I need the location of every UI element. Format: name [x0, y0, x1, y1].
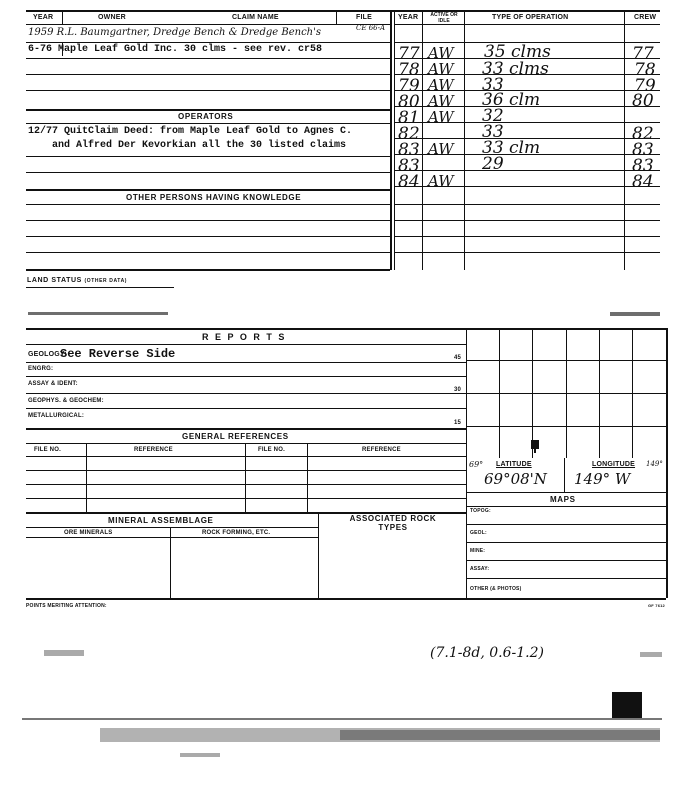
- op-year: 81: [398, 108, 420, 128]
- op-year: 79: [398, 76, 420, 96]
- divider-vertical-2: [394, 10, 395, 270]
- op-year: 78: [398, 60, 420, 80]
- ref-col-file-no: FILE NO.: [34, 447, 61, 453]
- row-sep: [62, 42, 63, 56]
- registration-block: [612, 692, 642, 718]
- other-persons-title: OTHER PERSONS HAVING KNOWLEDGE: [126, 193, 302, 202]
- op-year: 83: [398, 140, 420, 160]
- op-status: AW: [428, 172, 454, 190]
- row-line: [26, 236, 390, 237]
- op-year: 83: [398, 156, 420, 176]
- col-sep: [86, 443, 87, 512]
- row-line: [26, 74, 390, 75]
- op-crew: 82: [632, 124, 654, 144]
- maps-title: MAPS: [550, 495, 576, 504]
- ops-line: [394, 220, 660, 221]
- row-line: [26, 58, 390, 59]
- row-line: [466, 578, 666, 579]
- scan-edge: [340, 730, 660, 740]
- op-type: 33: [482, 122, 504, 142]
- operations-entries: [396, 44, 660, 194]
- row-line-thick: [26, 428, 466, 430]
- row-line: [466, 542, 666, 543]
- geology-value: See Reverse Side: [60, 347, 176, 361]
- op-year: 77: [398, 44, 420, 64]
- latitude-value: 69°08'N: [484, 470, 547, 488]
- ref-col-reference: REFERENCE: [134, 447, 173, 453]
- header-year: YEAR: [33, 14, 54, 21]
- op-type: 33 clm: [482, 138, 541, 158]
- mineral-assemblage-title: MINERAL ASSEMBLAGE: [108, 516, 214, 525]
- op-type: 29: [482, 154, 504, 174]
- header-file: FILE: [356, 14, 372, 21]
- op-crew: 79: [634, 76, 656, 96]
- ops-line: [394, 252, 660, 253]
- row-line: [26, 537, 318, 538]
- ref-col-file-no-2: FILE NO.: [258, 447, 285, 453]
- header-sep: [62, 10, 63, 24]
- op-status: AW: [428, 140, 454, 158]
- header-active-idle: ACTIVE OR IDLE: [430, 12, 458, 24]
- row-line: [26, 484, 466, 485]
- ore-minerals-label: ORE MINERALS: [64, 530, 113, 536]
- col-sep: [170, 527, 171, 598]
- row-line-thick: [26, 109, 390, 111]
- row-line: [26, 252, 390, 253]
- mine-label: MINE:: [470, 548, 486, 554]
- ops-line: [394, 236, 660, 237]
- row-line: [26, 123, 390, 124]
- topog-label: TOPOG:: [470, 508, 491, 514]
- scan-smudge: [44, 650, 84, 656]
- assay-label: ASSAY & IDENT:: [28, 381, 78, 387]
- operators-title: OPERATORS: [178, 112, 234, 121]
- engrg-label: ENGRG:: [28, 366, 54, 372]
- header-crew: CREW: [634, 14, 657, 21]
- row-line-thick: [26, 269, 390, 271]
- operators-line-2: and Alfred Der Kevorkian all the 30 listed claims: [52, 140, 347, 151]
- num-15: 15: [454, 420, 462, 426]
- divider-vertical: [390, 10, 392, 270]
- scan-smudge: [640, 652, 662, 657]
- row-line: [26, 376, 466, 377]
- op-status: AW: [428, 92, 454, 110]
- ops-line: [394, 204, 660, 205]
- op-status: AW: [428, 60, 454, 78]
- op-crew: 77: [632, 44, 654, 64]
- col-sep: [318, 512, 319, 598]
- op-status: AW: [428, 44, 454, 62]
- longitude-label: LONGITUDE: [592, 461, 636, 468]
- row-line: [26, 156, 390, 157]
- row-line: [466, 560, 666, 561]
- north-marker-icon: [528, 438, 542, 454]
- col-sep: [245, 443, 246, 512]
- longitude-value: 149° W: [574, 470, 631, 488]
- op-type: 35 clms: [484, 42, 551, 62]
- general-references-title: GENERAL REFERENCES: [182, 432, 289, 441]
- row-line: [26, 204, 390, 205]
- op-year: 84: [398, 172, 420, 192]
- lat-prefix: 69°: [469, 460, 484, 469]
- col-sep: [307, 443, 308, 512]
- reports-title: R E P O R T S: [202, 332, 287, 342]
- num-45: 45: [454, 355, 462, 361]
- row-line: [26, 172, 390, 173]
- land-status-underline: [26, 287, 174, 288]
- geology-label: GEOLOGY:: [28, 351, 67, 358]
- op-status: AW: [428, 76, 454, 94]
- header-claim-name: CLAIM NAME: [232, 14, 279, 21]
- row-line: [26, 42, 390, 43]
- row-line: [26, 498, 466, 499]
- latitude-label: LATITUDE: [496, 461, 532, 468]
- row-line: [26, 393, 466, 394]
- form-number: GF 7612: [648, 603, 665, 608]
- scan-smudge: [610, 312, 660, 316]
- row-line: [26, 90, 390, 91]
- associated-rock-types: ASSOCIATED ROCK TYPES: [349, 514, 437, 532]
- header-year-2: YEAR: [398, 14, 419, 21]
- owner-row-1: 1959 R.L. Baumgartner, Dredge Bench & Dredge Bench's: [28, 27, 321, 38]
- land-status-sub: (OTHER DATA): [84, 278, 128, 284]
- row-line: [26, 456, 466, 457]
- op-type: 36 clm: [482, 90, 541, 110]
- row-line: [26, 220, 390, 221]
- num-30: 30: [454, 387, 462, 393]
- op-type: 33: [482, 75, 504, 95]
- op-year: 80: [398, 92, 420, 112]
- geophys-label: GEOPHYS. & GEOCHEM:: [28, 398, 104, 404]
- metallurgical-label: METALLURGICAL:: [28, 413, 85, 419]
- row-line: [466, 524, 666, 525]
- op-crew: 78: [634, 60, 656, 80]
- operators-line-1: 12/77 QuitClaim Deed: from Maple Leaf Gold to Agnes C.: [28, 126, 353, 137]
- scan-smudge: [28, 312, 168, 315]
- scan-smudge: [180, 753, 220, 757]
- row-line-thick: [26, 598, 666, 600]
- header-owner: OWNER: [98, 14, 126, 21]
- row-line: [26, 344, 466, 345]
- row-line: [466, 492, 666, 493]
- op-type: 33 clms: [482, 59, 549, 79]
- row-line-thick: [26, 189, 390, 191]
- lon-suffix: 149°: [646, 460, 663, 468]
- map-grid: [466, 328, 666, 458]
- header-sep: [336, 10, 337, 24]
- owner-row-1-ref: CE 66-A: [356, 24, 386, 32]
- col-sep: [564, 458, 565, 492]
- points-note: (7.1-8d, 0.6-1.2): [430, 645, 544, 661]
- row-line: [26, 527, 318, 528]
- header-type-of-operation: TYPE OF OPERATION: [492, 14, 569, 21]
- rock-forming-label: ROCK FORMING, ETC.: [202, 530, 271, 536]
- geol-label: GEOL:: [470, 530, 487, 536]
- header-bottom-right: [394, 24, 660, 25]
- owner-row-2: 6-76 Maple Leaf Gold Inc. 30 clms - see rev. cr58: [28, 44, 323, 55]
- land-status-label: [27, 277, 127, 284]
- row-line: [26, 408, 466, 409]
- right-border: [666, 328, 668, 598]
- row-line: [466, 506, 666, 507]
- row-line: [26, 443, 466, 444]
- row-line: [26, 362, 466, 363]
- land-status-title: LAND STATUS: [27, 277, 82, 284]
- op-crew: 83: [632, 156, 654, 176]
- points-label: POINTS MERITING ATTENTION:: [26, 603, 107, 609]
- assay-map-label: ASSAY:: [470, 566, 490, 572]
- op-status: AW: [428, 108, 454, 126]
- op-crew: 84: [632, 172, 654, 192]
- op-type: 32: [482, 106, 504, 126]
- ref-col-reference-2: REFERENCE: [362, 447, 401, 453]
- op-crew: 80: [632, 91, 654, 111]
- other-photos-label: OTHER (& PHOTOS): [470, 586, 522, 592]
- header-bottom: [26, 24, 390, 25]
- op-crew: 83: [632, 140, 654, 160]
- scan-edge: [22, 718, 662, 720]
- row-line: [26, 470, 466, 471]
- op-year: 82: [398, 124, 420, 144]
